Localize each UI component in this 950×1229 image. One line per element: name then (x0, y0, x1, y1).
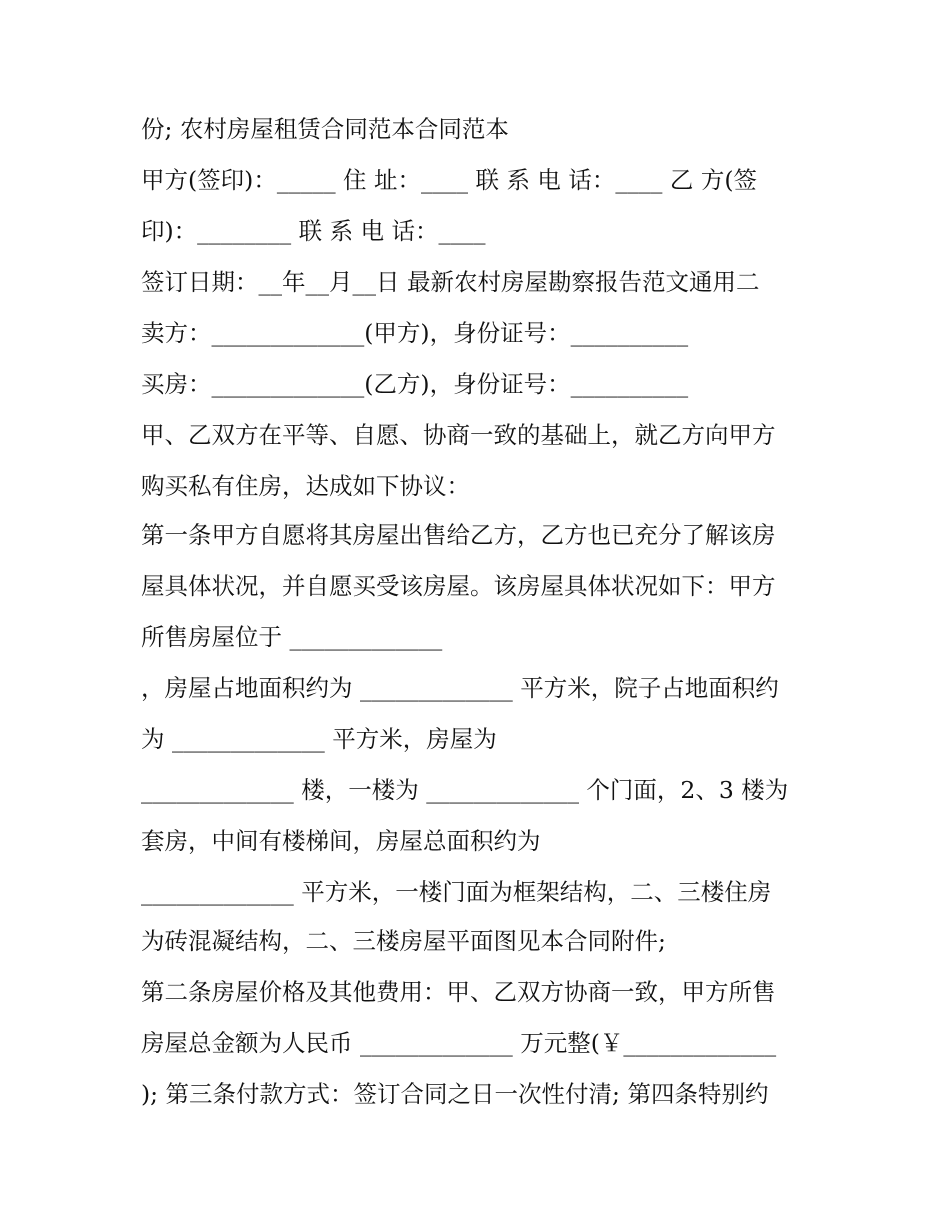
text-line-13: 为 _____________ 平方米，房屋为 (141, 725, 497, 753)
text-line-2: 甲方(签印)：_____ 住 址：____ 联 系 电 话：____ 乙 方(签 (141, 166, 758, 194)
text-line-8: 购买私有住房，达成如下协议： (141, 472, 470, 500)
text-line-7: 甲、乙双方在平等、自愿、协商一致的基础上，就乙方向甲方 (141, 421, 776, 449)
text-line-17: 为砖混凝结构，二、三楼房屋平面图见本合同附件; (141, 927, 666, 955)
text-line-15: 套房，中间有楼梯间，房屋总面积约为 (141, 827, 541, 855)
text-line-11: 所售房屋位于 _____________ (141, 623, 443, 651)
text-line-3: 印)：________ 联 系 电 话：____ (141, 217, 486, 245)
text-line-12: ，房屋占地面积约为 _____________ 平方米，院子占地面积约 (141, 674, 779, 702)
text-line-1: 份; 农村房屋租赁合同范本合同范本 (141, 115, 509, 143)
text-line-19: 房屋总金额为人民币 _____________ 万元整(￥_____________ (141, 1029, 777, 1057)
text-line-9: 第一条甲方自愿将其房屋出售给乙方，乙方也已充分了解该房 (141, 521, 776, 549)
text-line-16: _____________ 平方米，一楼门面为框架结构，二、三楼住房 (141, 878, 772, 906)
text-line-18: 第二条房屋价格及其他费用：甲、乙双方协商一致，甲方所售 (141, 978, 776, 1006)
text-line-10: 屋具体状况，并自愿买受该房屋。该房屋具体状况如下：甲方 (141, 572, 776, 600)
text-line-6: 买房：_____________(乙方)，身份证号：__________ (141, 370, 689, 398)
text-line-14: _____________ 楼，一楼为 _____________ 个门面，2、3 楼为 (141, 776, 789, 804)
text-line-4: 签订日期：__年__月__日 最新农村房屋勘察报告范文通用二 (141, 268, 760, 296)
text-line-5: 卖方：_____________(甲方)，身份证号：__________ (141, 319, 689, 347)
text-line-20: ); 第三条付款方式：签订合同之日一次性付清; 第四条特别约 (141, 1080, 769, 1108)
